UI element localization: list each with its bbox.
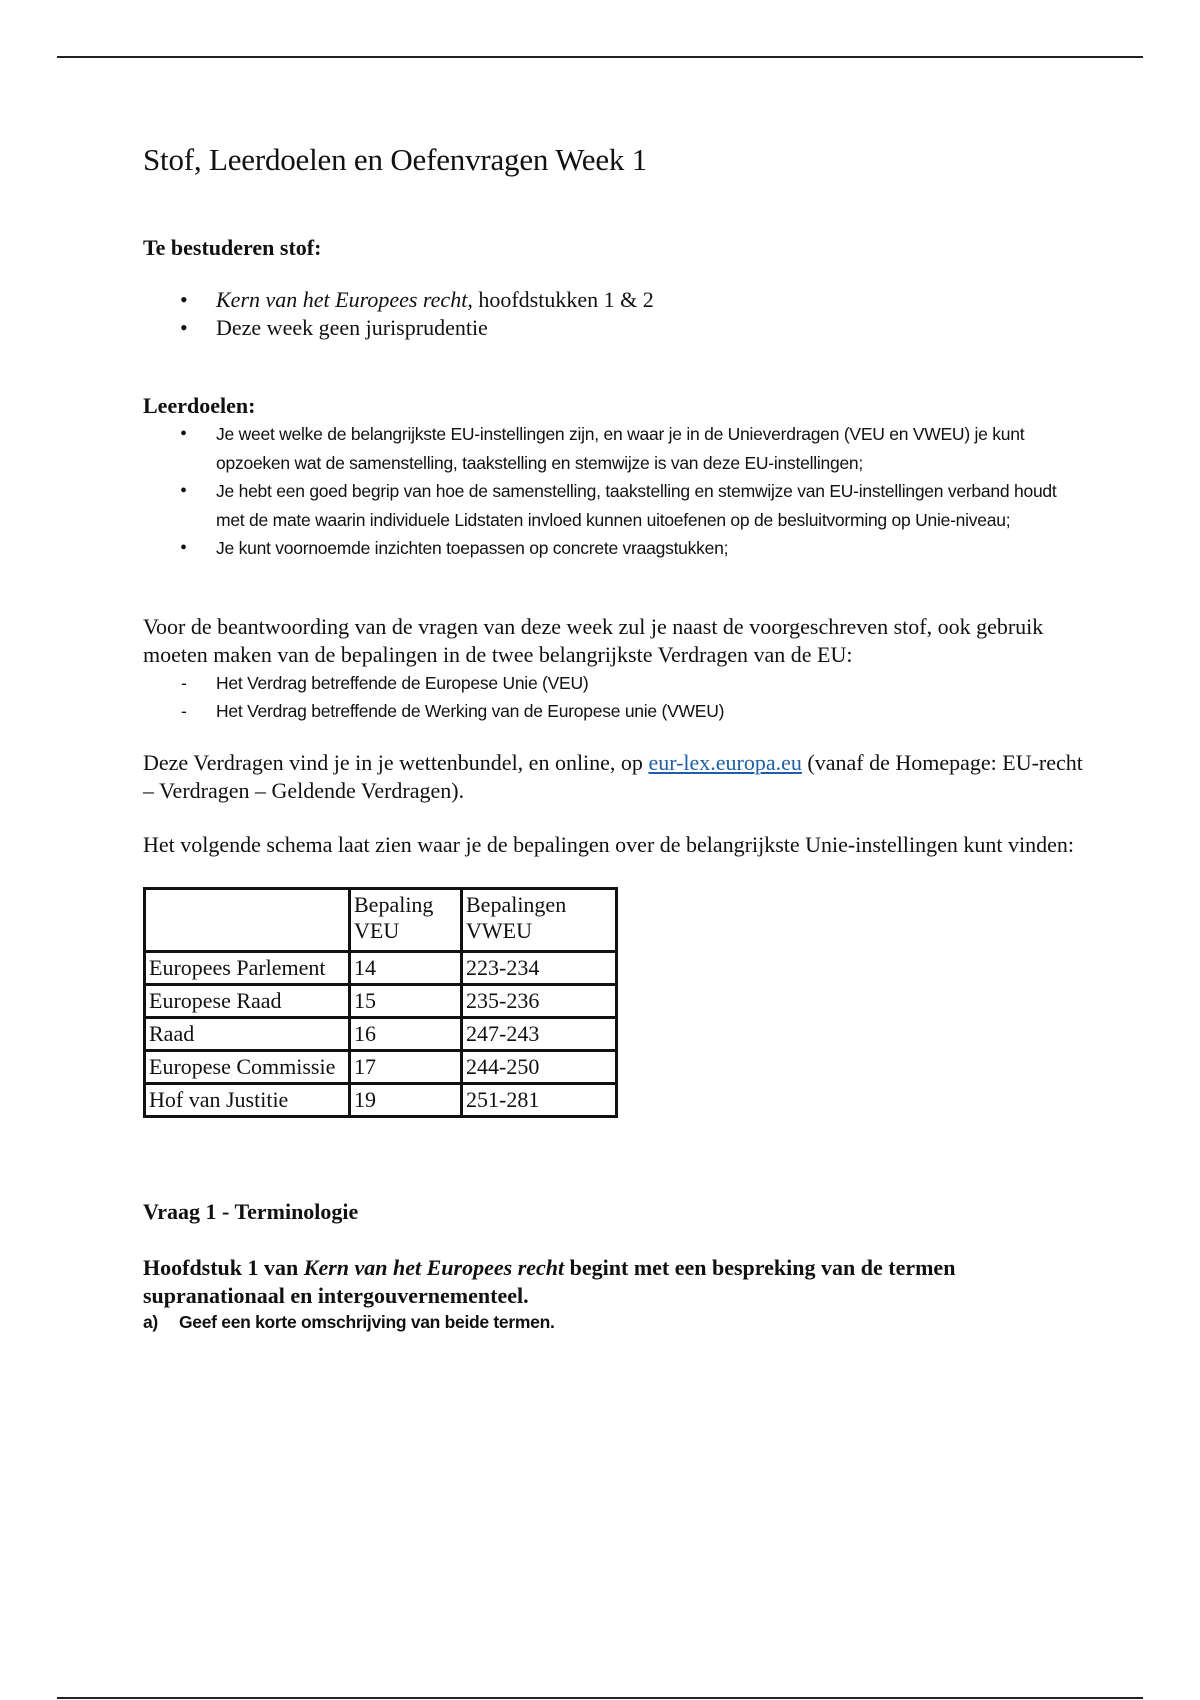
study-material-list <box>143 286 1083 342</box>
list-item: • Je weet welke de belangrijkste EU-instellingen zijn, en waar je in de Unieverdragen (VEU en VWEU) je kunt opzoeken wat de samenstelling, taakstelling en stemwijze is van deze EU-instellingen; <box>143 420 1083 477</box>
table-cell: Europese Commissie <box>145 1050 350 1083</box>
question-1a <box>143 1310 1083 1334</box>
where-to-find-paragraph: Deze Verdragen vind je in je wettenbundel, en online, op eur-lex.europa.eu (vanaf de Homepage: EU-recht – Verdragen – Geldende Verdragen). <box>143 749 1083 803</box>
table-cell: 17 <box>350 1050 462 1083</box>
table-header-row <box>145 888 617 951</box>
question-1-intro: Hoofdstuk 1 van Kern van het Europees recht begint met een bespreking van de termen supranationaal en intergouvernementeel. <box>143 1254 956 1308</box>
treaties-list <box>143 669 1083 725</box>
table-header-cell <box>145 888 350 951</box>
table-cell: 244-250 <box>462 1050 617 1083</box>
table-header-cell: Bepalingen VWEU <box>462 888 617 951</box>
table-cell: Hof van Justitie <box>145 1083 350 1116</box>
institutions-table <box>143 887 618 1118</box>
learning-goals-list <box>143 420 1083 563</box>
study-material-heading: Te bestuderen stof: <box>143 235 322 260</box>
table-row <box>145 1083 617 1116</box>
table-cell: Europese Raad <box>145 984 350 1017</box>
book-title: Kern van het Europees recht <box>303 1254 565 1280</box>
table-cell: 251-281 <box>462 1083 617 1116</box>
footer-rule <box>57 1697 1143 1699</box>
question-1-heading: Vraag 1 - Terminologie <box>143 1198 359 1224</box>
treaties-intro: Voor de beantwoording van de vragen van deze week zul je naast de voorgeschreven stof, ook gebruik moeten maken van de bepalingen in de twee belangrijkste Verdragen van de EU: <box>143 613 1044 667</box>
learning-goals-heading: Leerdoelen: <box>143 393 256 418</box>
table-cell: 19 <box>350 1083 462 1116</box>
table-cell: 223-234 <box>462 951 617 984</box>
table-cell: 235-236 <box>462 984 617 1017</box>
sub-question-label: a) <box>143 1311 158 1332</box>
table-cell: 15 <box>350 984 462 1017</box>
book-title: Kern van het Europees recht <box>216 287 468 312</box>
list-item: • Deze week geen jurisprudentie <box>143 314 1083 342</box>
sub-question-text: Geef een korte omschrijving van beide termen. <box>179 1311 555 1332</box>
page-title: Stof, Leerdoelen en Oefenvragen Week 1 <box>143 142 648 177</box>
table-row <box>145 1017 617 1050</box>
list-item: - Het Verdrag betreffende de Europese Unie (VEU) <box>143 669 1083 697</box>
table-row <box>145 984 617 1017</box>
table-cell: Raad <box>145 1017 350 1050</box>
table-cell: 14 <box>350 951 462 984</box>
table-row <box>145 951 617 984</box>
table-row <box>145 1050 617 1083</box>
table-cell: 247-243 <box>462 1017 617 1050</box>
document-body <box>143 140 1083 1334</box>
list-item: • Je hebt een goed begrip van hoe de samenstelling, taakstelling en stemwijze van EU-instellingen verband houdt met de mate waarin individuele Lidstaten invloed kunnen uitoefenen op de besluitvorming op Unie-niveau; <box>143 477 1083 534</box>
list-item: - Het Verdrag betreffende de Werking van de Europese unie (VWEU) <box>143 697 1083 725</box>
table-header-cell: Bepaling VEU <box>350 888 462 951</box>
header-rule <box>57 56 1143 58</box>
list-item: • Kern van het Europees recht, hoofdstukken 1 & 2 <box>143 286 1083 314</box>
schema-intro: Het volgende schema laat zien waar je de bepalingen over de belangrijkste Unie-instellingen kunt vinden: <box>143 831 1075 857</box>
table-cell: Europees Parlement <box>145 951 350 984</box>
list-item: • Je kunt voornoemde inzichten toepassen op concrete vraagstukken; <box>143 534 1083 563</box>
table-cell: 16 <box>350 1017 462 1050</box>
eur-lex-link[interactable]: eur-lex.europa.eu <box>648 749 802 775</box>
